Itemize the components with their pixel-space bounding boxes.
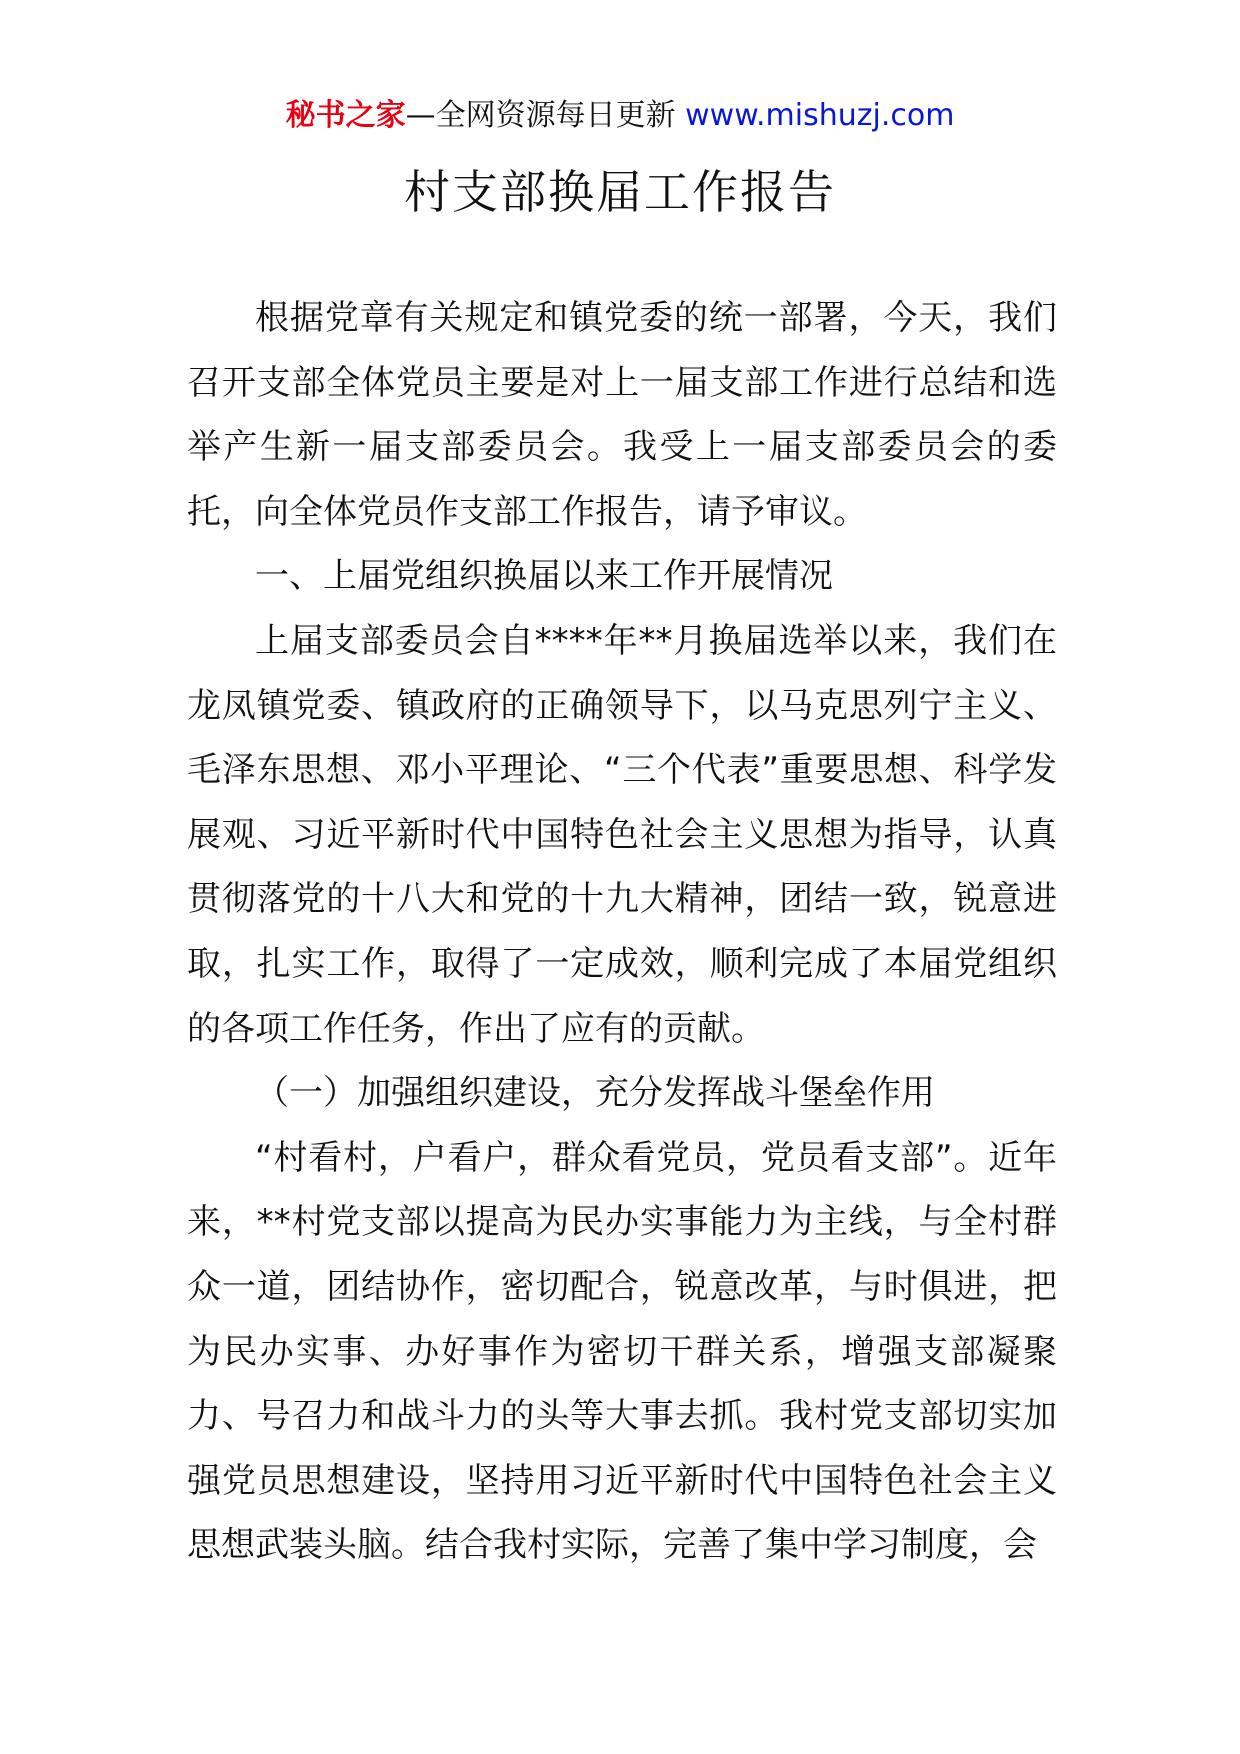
document-body [187, 286, 1057, 1578]
site-tagline: —全网资源每日更新 [405, 98, 676, 133]
site-name: 秘书之家 [285, 98, 406, 133]
section-heading-1: 一、上届党组织换届以来工作开展情况 [255, 556, 833, 597]
site-url-link[interactable]: www.mishuzj.com [685, 98, 955, 133]
paragraph-summary: 上届支部委员会自****年**月换届选举以来，我们在龙凤镇党委、镇政府的正确领导下，以马克思列宁主义、毛泽东思想、邓小平理论、“三个代表”重要思想、科学发展观、习近平新时代中国特色社会主义思想为指导，认真贯彻落党的十八大和党的十九大精神，团结一致，锐意进取，扎实工作，取得了一定成效，顺利完成了本届党组织的各项工作任务，作出了应有的贡献。 [187, 620, 1057, 1049]
subsection-heading-1: （一）加强组织建设，充分发挥战斗堡垒作用 [255, 1073, 935, 1114]
paragraph-intro: 根据党章有关规定和镇党委的统一部署，今天，我们召开支部全体党员主要是对上一届支部工作进行总结和选举产生新一届支部委员会。我受上一届支部委员会的委托，向全体党员作支部工作报告，请予审议。 [187, 298, 1057, 532]
paragraph-organization: “村看村，户看户，群众看党员，党员看支部”。近年来，**村党支部以提高为民办实事能力为主线，与全村群众一道，团结协作，密切配合，锐意改革，与时俱进，把为民办实事、办好事作为密切干群关系，增强支部凝聚力、号召力和战斗力的头等大事去抓。我村党支部切实加强党员思想建设，坚持用习近平新时代中国特色社会主义思想武装头脑。结合我村实际，完善了集中学习制度，会 [187, 1137, 1057, 1566]
document-title: 村支部换届工作报告 [404, 165, 836, 219]
site-header [0, 96, 1240, 136]
